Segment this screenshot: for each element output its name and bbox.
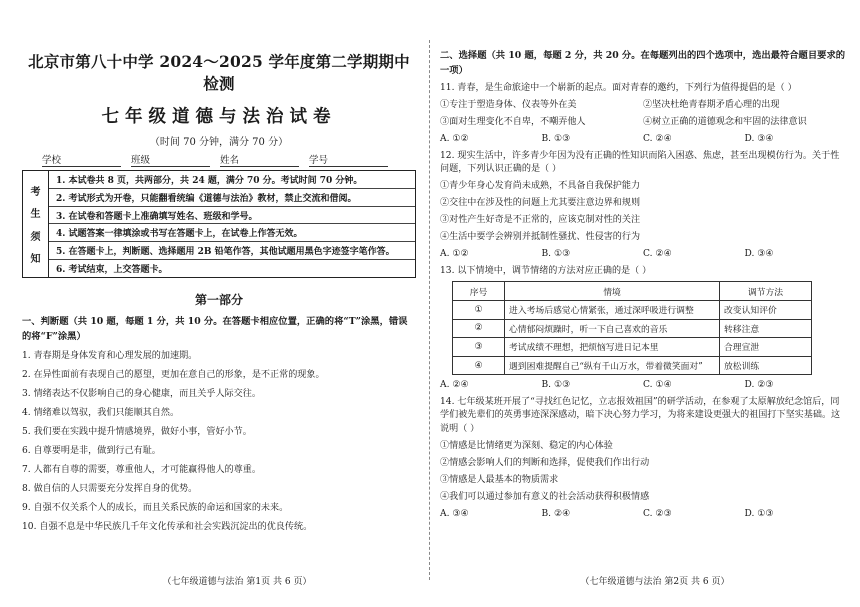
- page-footer-left: （七年级道德与法治 第1页 共 6 页）: [162, 577, 312, 587]
- q12-item: ①青少年身心发育尚未成熟，不具备自我保护能力: [440, 181, 641, 191]
- q12-option: A. ①②: [440, 249, 469, 259]
- section-heading-judgment: 一、判断题（共 10 题，每题 1 分，共 10 分。在答题卡相应位置，正确的将“T”涂黑，错误的将“F”涂黑）: [22, 316, 408, 342]
- student-info-line: [22, 152, 416, 167]
- q14-item: ②情感会影响人们的判断和选择，促使我们作出行动: [440, 457, 650, 468]
- header-method: 调节方法: [720, 282, 812, 301]
- notice-item: 4. 试题答案一律填涂或书写在答题卡上，在试卷上作答无效。: [49, 224, 415, 242]
- notice-label: 考 生 须 知: [23, 171, 49, 277]
- judgment-item: 1. 青春期是身体发育和心理发展的加速期。: [22, 351, 198, 361]
- table-row: ④ 遇到困难提醒自己“纵有千山万水，带着微笑面对” 放松训练: [453, 356, 812, 375]
- q11-option: B. ①③: [541, 133, 571, 144]
- q13-options: [440, 379, 846, 392]
- notice-list: [49, 171, 415, 277]
- judgment-item: 5. 我们要在实践中提升情感境界，做好小事，管好小节。: [22, 427, 252, 437]
- question-12: 12. 现实生活中，许多青少年因为没有正确的性知识而陷入困惑、焦虑，甚至出现模仿行为。关于性问题，下列认识正确的是（ ）: [440, 150, 840, 174]
- q14-item: ④我们可以通过参加有意义的社会活动获得积极情感: [440, 491, 650, 502]
- q14-option: C. ②③: [643, 508, 672, 519]
- q11-option: A. ①②: [440, 133, 469, 144]
- q12-option: D. ③④: [744, 249, 774, 259]
- judgment-item: 3. 情绪表达不仅影响自己的身心健康，而且关乎人际交往。: [22, 389, 261, 399]
- notice-item: 2. 考试形式为开卷，只能翻看统编《道德与法治》教材，禁止交流和借阅。: [49, 189, 415, 207]
- header-index: 序号: [453, 282, 505, 301]
- exam-subtitle: 七年级道德与法治试卷: [101, 107, 337, 127]
- q14-options: [440, 508, 846, 521]
- question-13: 13. 以下情境中，调节情绪的方法对应正确的是（ ）: [440, 266, 652, 276]
- q11-option: D. ③④: [744, 133, 774, 144]
- notice-item: 3. 在试卷和答题卡上准确填写姓名、班级和学号。: [49, 207, 415, 225]
- q12-item: ②交往中在涉及性的问题上尤其要注意边界和规则: [440, 198, 641, 208]
- q12-option: B. ①③: [541, 249, 571, 259]
- q13-option: C. ①④: [643, 379, 672, 390]
- question-14: 14. 七年级某班开展了“寻找红色记忆，立志报效祖国”的研学活动，在参观了太原解放纪念馆后，同学们被先辈们的英勇事迹深深感动，暗下决心努力学习，为将来建设更强大的祖国打下坚实基础。这说明（ ）: [440, 396, 841, 434]
- header-situation: 情境: [505, 282, 720, 301]
- q13-option: A. ②④: [440, 379, 469, 390]
- name-field: 姓名: [220, 152, 299, 167]
- q14-option: D. ①③: [744, 508, 774, 519]
- section-heading-choice: 二、选择题（共 10 题，每题 2 分，共 20 分。在每题列出的四个选项中，选出最符合题目要求的一项）: [440, 50, 846, 76]
- judgment-item: 9. 自强不仅关系个人的成长，而且关系民族的命运和国家的未来。: [22, 503, 289, 513]
- table-row: ② 心情郁闷烦躁时，听一下自己喜欢的音乐 转移注意: [453, 319, 812, 338]
- part-title: 第一部分: [194, 293, 243, 307]
- q13-option: B. ①③: [541, 379, 571, 390]
- q14-option: B. ②④: [541, 508, 571, 519]
- table-row: ① 进入考场后感觉心情紧张，通过深呼吸进行调整 改变认知评价: [453, 301, 812, 320]
- judgment-item: 2. 在异性面前有表现自己的愿望，更加在意自己的形象，是不正常的现象。: [22, 370, 325, 380]
- time-info: （时间 70 分钟，满分 70 分）: [149, 137, 289, 148]
- exam-notice-box: [22, 170, 416, 278]
- q11-item: ①专注于塑造身体、仪表等外在美: [440, 99, 577, 110]
- q11-items-row2: [440, 116, 846, 129]
- notice-item: 1. 本试卷共 8 页，共两部分，共 24 题，满分 70 分。考试时间 70 分钟。: [49, 171, 415, 189]
- judgment-item: 7. 人都有自尊的需要，尊重他人，才可能赢得他人的尊重。: [22, 465, 261, 475]
- q11-option: C. ②④: [643, 133, 672, 144]
- page-right: [430, 0, 860, 607]
- table-row: ③ 考试成绩不理想，把烦恼写进日记本里 合理宣泄: [453, 338, 812, 357]
- q13-option: D. ②③: [744, 379, 774, 390]
- table-header-row: [453, 282, 812, 301]
- q14-item: ①情感是比情绪更为深刻、稳定的内心体验: [440, 440, 613, 451]
- judgment-item: 6. 自尊要明是非，做到行己有耻。: [22, 446, 161, 456]
- notice-item: 6. 考试结束，上交答题卡。: [56, 265, 168, 276]
- q11-item: ④树立正确的道德观念和牢固的法律意识: [643, 116, 807, 127]
- school-field: 学校: [42, 152, 121, 167]
- q13-table: [452, 281, 812, 375]
- exam-title: 北京市第八十中学 2024～2025 学年度第二学期期中检测: [28, 52, 410, 93]
- q12-item: ④生活中要学会辨别并抵制性骚扰、性侵害的行为: [440, 232, 641, 242]
- judgment-item: 4. 情绪难以驾驭，我们只能顺其自然。: [22, 408, 180, 418]
- id-field: 学号: [309, 152, 388, 167]
- q12-item: ③对性产生好奇是不正常的，应该克制对性的关注: [440, 215, 641, 225]
- question-11: 11. 青春，是生命旅途中一个崭新的起点。面对青春的邀约，下列行为值得提倡的是（ ）: [440, 82, 797, 93]
- page-footer-right: （七年级道德与法治 第2页 共 6 页）: [580, 577, 730, 587]
- q14-item: ③情感是人最基本的物质需求: [440, 474, 559, 485]
- q12-options: [440, 248, 846, 261]
- judgment-item: 10. 自强不息是中华民族几千年文化传承和社会实践沉淀出的优良传统。: [22, 522, 313, 532]
- notice-item: 5. 在答题卡上，判断题、选择题用 2B 铅笔作答，其他试题用黑色字迹签字笔作答。: [49, 242, 415, 260]
- q14-option: A. ③④: [440, 508, 469, 519]
- q11-items-row1: [440, 99, 846, 112]
- q11-item: ③面对生理变化不自卑，不嘲弄他人: [440, 116, 586, 127]
- q11-item: ②坚决杜绝青春期矛盾心理的出现: [643, 99, 780, 110]
- q12-option: C. ②④: [643, 249, 672, 259]
- q11-options: [440, 133, 846, 146]
- class-field: 班级: [131, 152, 210, 167]
- judgment-item: 8. 做自信的人只需要充分发挥自身的优势。: [22, 484, 198, 494]
